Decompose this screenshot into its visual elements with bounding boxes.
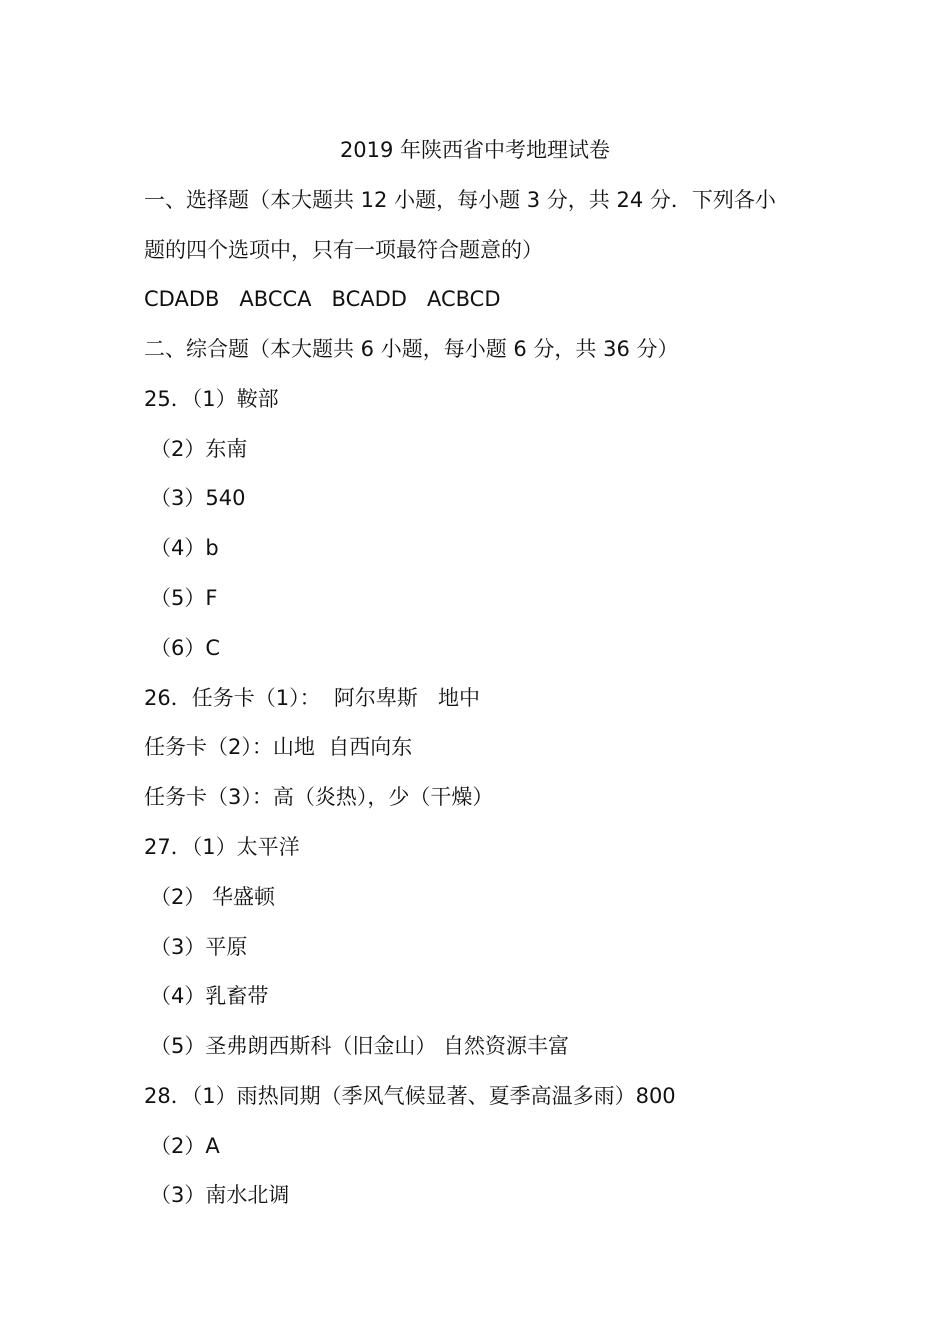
q27-part3: （3）平原: [150, 935, 248, 959]
q25-part1: 25．（1）鞍部: [144, 387, 279, 411]
q25-part3: （3）540: [150, 486, 246, 510]
q27-part5: （5）圣弗朗西斯科（旧金山） 自然资源丰富: [150, 1034, 570, 1058]
section1-heading-line2: 题的四个选项中，只有一项最符合题意的）: [144, 238, 543, 262]
q26-task3: 任务卡（3）：高（炎热），少（干燥）: [144, 785, 494, 809]
q25-part2: （2）东南: [150, 437, 248, 461]
q28-part2: （2）A: [150, 1134, 220, 1158]
multiple-choice-answers: CDADB ABCCA BCADD ACBCD: [144, 287, 501, 311]
q27-part2: （2） 华盛顿: [150, 885, 276, 909]
q25-part6: （6）C: [150, 636, 221, 660]
q28-part3: （3）南水北调: [150, 1183, 290, 1207]
q25-part4: （4）b: [150, 536, 219, 560]
q27-part1: 27．（1）太平洋: [144, 835, 300, 859]
q25-part5: （5）F: [150, 586, 218, 610]
q28-part1: 28．（1）雨热同期（季风气候显著、夏季高温多雨）800: [144, 1084, 676, 1108]
q26-task2: 任务卡（2）：山地 自西向东: [144, 735, 413, 759]
document-title: 2019 年陕西省中考地理试卷: [339, 138, 611, 162]
q26-task1: 26．任务卡（1）： 阿尔卑斯 地中: [144, 686, 480, 710]
q27-part4: （4）乳畜带: [150, 984, 269, 1008]
section1-heading-line1: 一、选择题（本大题共 12 小题，每小题 3 分，共 24 分．下列各小: [144, 188, 776, 212]
section2-heading: 二、综合题（本大题共 6 小题，每小题 6 分，共 36 分）: [144, 337, 679, 361]
